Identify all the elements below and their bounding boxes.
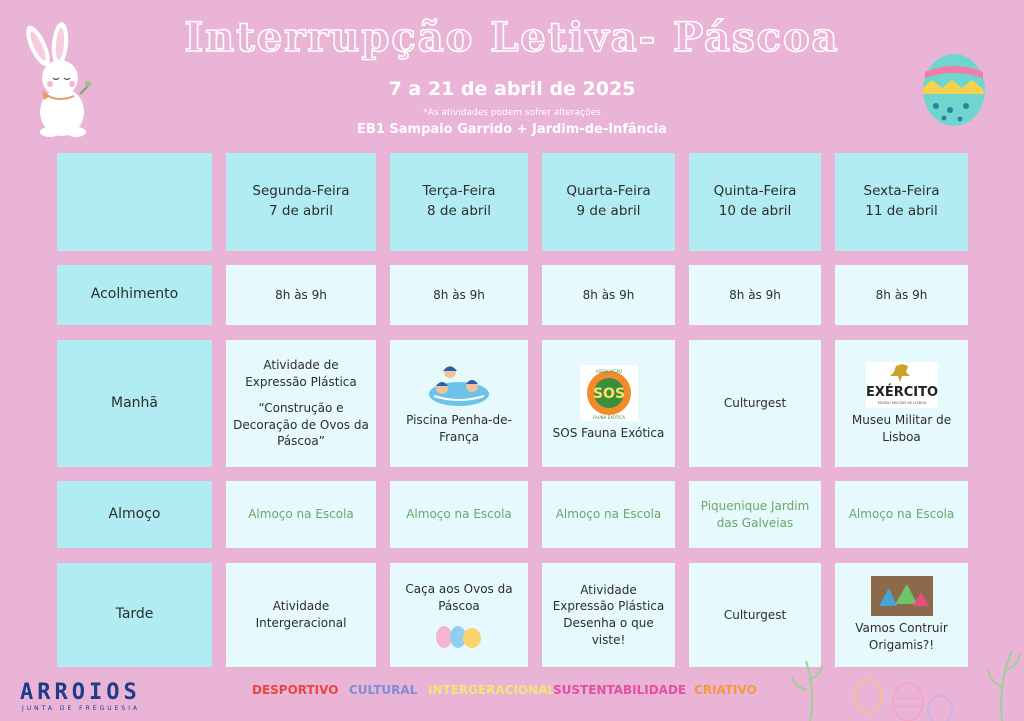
exercito-logo-icon: [866, 362, 938, 408]
day-name: Segunda-Feira: [252, 183, 350, 200]
school-name: EB1 Sampaio Garrido + Jardim-de-Infância: [357, 122, 667, 137]
activity-text: Vamos Contruir Origamis?!: [855, 621, 948, 652]
day-date: 10 de abril: [718, 203, 792, 219]
date-range: 7 a 21 de abril de 2025: [388, 78, 636, 100]
almoco-wednesday: Almoço na Escola: [542, 481, 675, 548]
row-label-manha: Manhã: [57, 340, 212, 467]
activity-detail: “Construção e Decoração de Ovos da Páscoa”: [233, 401, 369, 449]
header-corner-cell: [57, 153, 212, 251]
row-label-acolhimento: Acolhimento: [57, 265, 212, 325]
tarde-monday: Atividade Intergeracional: [226, 563, 376, 667]
day-date: 8 de abril: [427, 203, 491, 219]
day-header-friday: [835, 153, 968, 251]
exercito-logo-sub: MUSEU MILITAR DE LISBOA: [877, 400, 926, 405]
exercito-logo-text: EXÉRCITO: [865, 384, 938, 400]
page-title: Interrupção Letiva- Páscoa: [184, 14, 840, 61]
swimming-kids-icon: [428, 362, 490, 408]
manha-wednesday: [542, 340, 675, 467]
day-header-thursday: [689, 153, 821, 251]
manha-friday: [835, 340, 968, 467]
disclaimer-note: *As atividades podem sofrer alterações: [423, 108, 601, 118]
day-date: 11 de abril: [865, 203, 938, 219]
tarde-wednesday: Atividade Expressão Plástica Desenha o que viste!: [542, 563, 675, 667]
activity-text: SOS Fauna Exótica: [552, 426, 665, 441]
day-date: 9 de abril: [576, 203, 641, 219]
origami-photo-icon: [871, 576, 933, 616]
day-header-monday: [226, 153, 376, 251]
manha-monday: [226, 340, 376, 467]
legend-criativo: CRIATIVO: [694, 683, 757, 697]
acolhimento-friday: 8h às 9h: [835, 265, 968, 325]
day-name: Quinta-Feira: [713, 183, 797, 200]
easter-eggs-icon: [432, 623, 486, 649]
day-name: Terça-Feira: [422, 183, 496, 200]
row-label-tarde: Tarde: [57, 563, 212, 667]
sos-logo-bottom: FAUNA EXÓTICA: [592, 415, 625, 421]
activity-text: Atividade de Expressão Plástica: [245, 358, 357, 389]
day-name: Quarta-Feira: [566, 183, 651, 200]
legend-cultural: CULTURAL: [349, 683, 418, 697]
arroios-logo: ARROIOS: [20, 680, 141, 705]
arroios-logo-subtitle: JUNTA DE FREGUESIA: [22, 705, 141, 712]
tarde-tuesday: [390, 563, 528, 667]
legend-sustentabilidade: SUSTENTABILIDADE: [553, 683, 687, 697]
day-header-tuesday: [390, 153, 528, 251]
manha-thursday: Culturgest: [689, 340, 821, 467]
almoco-monday: Almoço na Escola: [226, 481, 376, 548]
row-label-almoco: Almoço: [57, 481, 212, 548]
activity-text: Museu Militar de Lisboa: [851, 412, 952, 444]
sos-logo-top: ASSOCIAÇÃO: [595, 369, 622, 375]
activity-text: Caça aos Ovos da Páscoa: [405, 582, 513, 613]
almoco-friday: Almoço na Escola: [835, 481, 968, 548]
manha-tuesday: [390, 340, 528, 467]
tarde-thursday: Culturgest: [689, 563, 821, 667]
almoco-tuesday: Almoço na Escola: [390, 481, 528, 548]
sos-fauna-logo-icon: [580, 365, 638, 421]
legend-desportivo: DESPORTIVO: [252, 683, 339, 697]
decorative-eggs-plants: [790, 640, 1024, 721]
sos-logo-text: SOS: [592, 386, 625, 403]
almoco-thursday: Piquenique Jardim das Galveias: [689, 481, 821, 548]
acolhimento-monday: 8h às 9h: [226, 265, 376, 325]
acolhimento-thursday: 8h às 9h: [689, 265, 821, 325]
day-header-wednesday: [542, 153, 675, 251]
acolhimento-wednesday: 8h às 9h: [542, 265, 675, 325]
day-name: Sexta-Feira: [863, 183, 940, 200]
activity-text: Piscina Penha-de-França: [406, 412, 512, 444]
acolhimento-tuesday: 8h às 9h: [390, 265, 528, 325]
legend-intergeracional: INTERGERACIONAL: [428, 683, 556, 697]
day-date: 7 de abril: [269, 203, 333, 219]
